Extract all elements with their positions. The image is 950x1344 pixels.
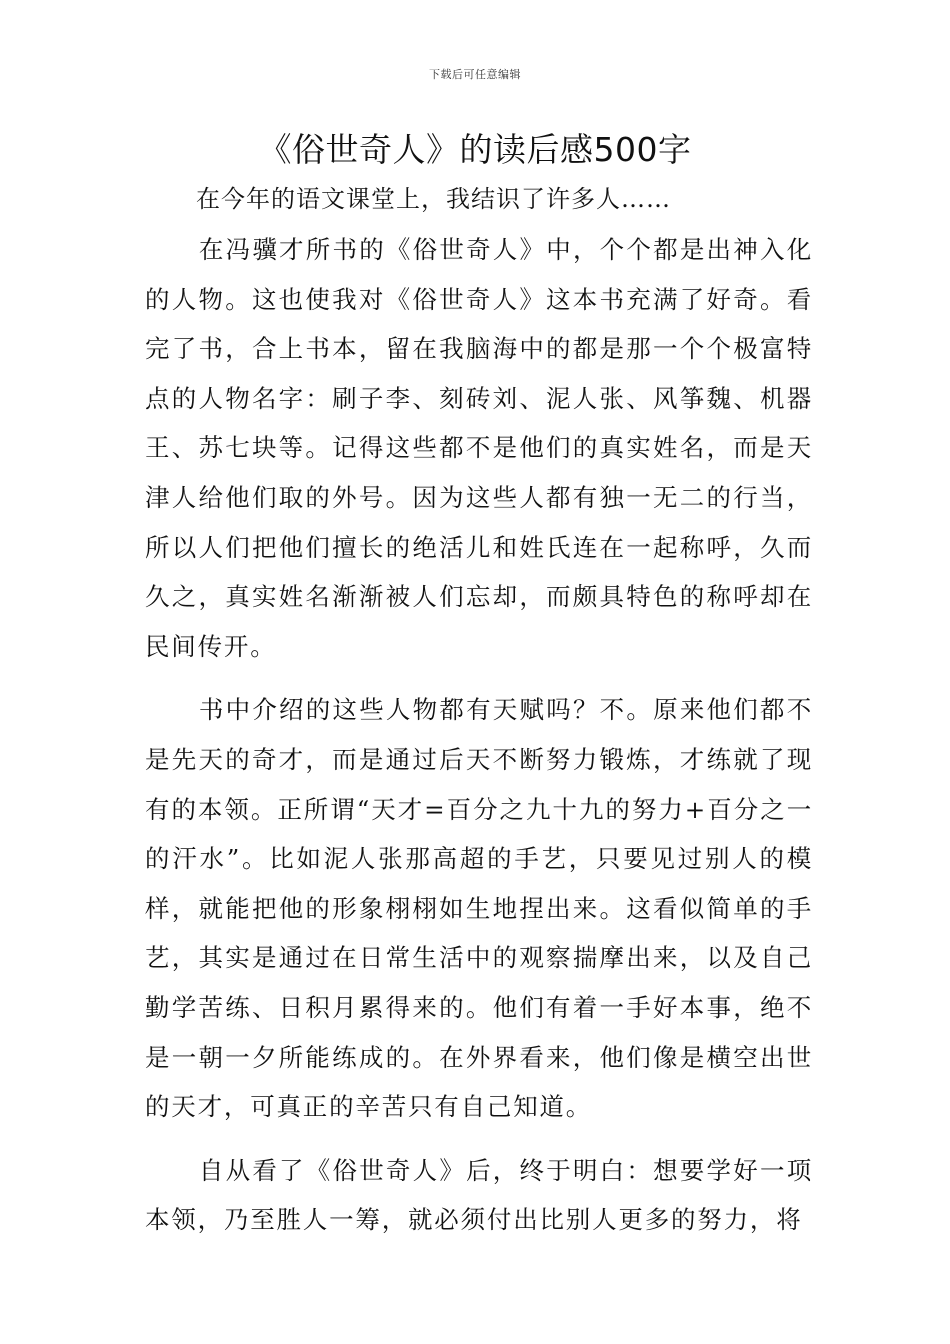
paragraph-3: 自从看了《俗世奇人》后，终于明白：想要学好一项本领，乃至胜人一筹，就必须付出比别人更多的努力，将 [145, 1155, 813, 1235]
document-title: 《俗世奇人》的读后感500字 [258, 130, 692, 169]
body-text [145, 225, 813, 1245]
header-note: 下载后可任意编辑 [429, 68, 521, 81]
paragraph-1: 在冯骥才所书的《俗世奇人》中，个个都是出神入化的人物。这也使我对《俗世奇人》这本书充满了好奇。看完了书，合上书本，留在我脑海中的都是那一个个极富特点的人物名字：刷子李、刻砖刘、泥人张、风筝魏、机器王、苏七块等。记得这些都不是他们的真实姓名，而是天津人给他们取的外号。因为这些人都有独一无二的行当，所以人们把他们擅长的绝活儿和姓氏连在一起称呼，久而久之，真实姓名渐渐被人们忘却，而颇具特色的称呼却在民间传开。 [145, 235, 813, 661]
paragraph-2: 书中介绍的这些人物都有天赋吗？不。原来他们都不是先天的奇才，而是通过后天不断努力锻炼，才练就了现有的本领。正所谓“天才=百分之九十九的努力+百分之一的汗水”。比如泥人张那高超的手艺，只要见过别人的模样，就能把他的形象栩栩如生地捏出来。这看似简单的手艺，其实是通过在日常生活中的观察揣摩出来，以及自己勤学苦练、日积月累得来的。他们有着一手好本事，绝不是一朝一夕所能练成的。在外界看来，他们像是横空出世的天才，可真正的辛苦只有自己知道。 [145, 695, 813, 1122]
intro-line: 在今年的语文课堂上，我结识了许多人…… [196, 185, 671, 213]
